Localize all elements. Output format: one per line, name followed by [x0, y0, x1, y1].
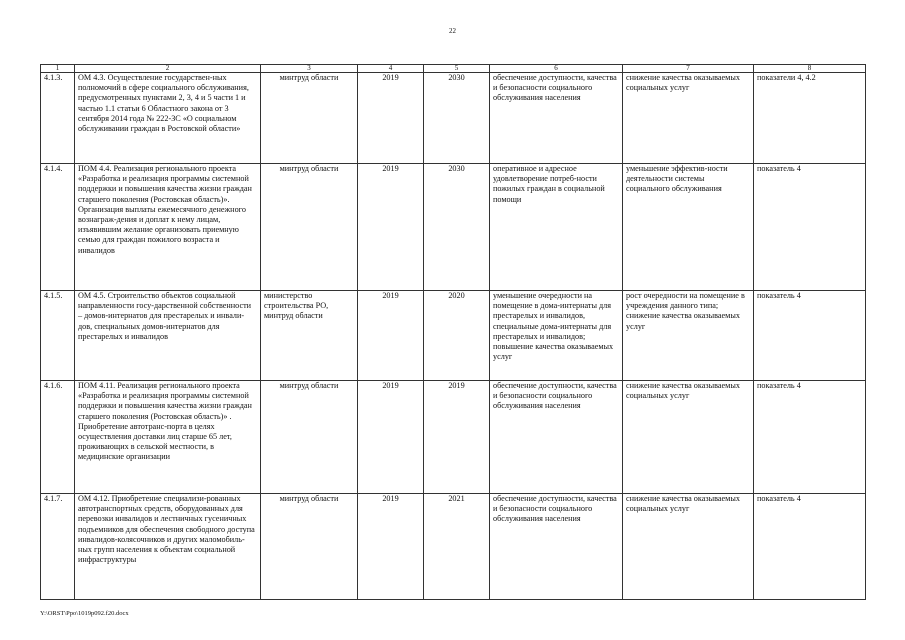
executor: минтруд области	[261, 73, 358, 164]
measure-name: ПОМ 4.4. Реализация регионального проекта «Разработка и реализация программы системной поддержки и повышения качества жизни граждан старшего поколения (Ростовская область)». Организация выплаты ежемесячного денежного вознаграж-дения и доплат к нему лицам, изъявившим желание организовать приемную семью для граждан пожилого возраста и инвалидов	[75, 164, 261, 291]
table-row	[41, 494, 866, 600]
start-year: 2019	[358, 494, 424, 600]
column-number: 7	[623, 65, 754, 73]
row-number: 4.1.4.	[41, 164, 75, 291]
table-row	[41, 381, 866, 494]
table-row	[41, 291, 866, 381]
end-year: 2019	[424, 381, 490, 494]
start-year: 2019	[358, 164, 424, 291]
column-number: 2	[75, 65, 261, 73]
expected-result: обеспечение доступности, качества и безопасности социального обслуживания населения	[490, 381, 623, 494]
indicator-link: показатель 4	[754, 164, 866, 291]
file-path-footer: Y:\ORST\Ppo\1019p092.f20.docx	[40, 610, 129, 617]
end-year: 2021	[424, 494, 490, 600]
row-number: 4.1.5.	[41, 291, 75, 381]
row-number: 4.1.6.	[41, 381, 75, 494]
table-row	[41, 73, 866, 164]
end-year: 2020	[424, 291, 490, 381]
expected-result: оперативное и адресное удовлетворение потреб-ности пожилых граждан в социальной помощи	[490, 164, 623, 291]
executor: минтруд области	[261, 494, 358, 600]
non-implementation-consequence: снижение качества оказываемых социальных услуг	[623, 494, 754, 600]
expected-result: уменьшение очередности на помещение в дома-интернаты для престарелых и инвалидов, специальные дома-интернаты для престарелых и инвалидов; повышение качества оказываемых услуг	[490, 291, 623, 381]
executor: минтруд области	[261, 164, 358, 291]
indicator-link: показатель 4	[754, 291, 866, 381]
end-year: 2030	[424, 73, 490, 164]
start-year: 2019	[358, 73, 424, 164]
indicator-link: показатель 4	[754, 381, 866, 494]
column-number: 6	[490, 65, 623, 73]
column-number: 8	[754, 65, 866, 73]
end-year: 2030	[424, 164, 490, 291]
expected-result: обеспечение доступности, качества и безопасности социального обслуживания населения	[490, 494, 623, 600]
non-implementation-consequence: снижение качества оказываемых социальных услуг	[623, 73, 754, 164]
column-number: 4	[358, 65, 424, 73]
non-implementation-consequence: рост очередности на помещение в учреждения данного типа; снижение качества оказываемых услуг	[623, 291, 754, 381]
executor: минтруд области	[261, 381, 358, 494]
expected-result: обеспечение доступности, качества и безопасности социального обслуживания населения	[490, 73, 623, 164]
page-number: 22	[449, 27, 456, 35]
measure-name: ОМ 4.3. Осуществление государствен-ных полномочий в сфере социального обслуживания, предусмотренных пунктами 2, 3, 4 и 5 части 1 и частью 1.1 статьи 6 Областного закона от 3 сентября 2014 года № 222-ЗС «О социальном обслуживании граждан в Ростовской области»	[75, 73, 261, 164]
column-number: 1	[41, 65, 75, 73]
column-number: 3	[261, 65, 358, 73]
executor: министерство строительства РО, минтруд области	[261, 291, 358, 381]
start-year: 2019	[358, 291, 424, 381]
measure-name: ОМ 4.5. Строительство объектов социальной направленности госу-дарственной собственности – домов-интернатов для престарелых и инвали-дов, специальных домов-интернатов для престарелых и инвалидов	[75, 291, 261, 381]
non-implementation-consequence: снижение качества оказываемых социальных услуг	[623, 381, 754, 494]
start-year: 2019	[358, 381, 424, 494]
measure-name: ПОМ 4.11. Реализация регионального проекта «Разработка и реализация программы системной поддержки и повышения качества жизни граждан старшего поколения (Ростовская область)» . Приобретение автотранс-порта в целях осуществления доставки лиц старше 65 лет, проживающих в сельской местности, в медицинские организации	[75, 381, 261, 494]
indicator-link: показатели 4, 4.2	[754, 73, 866, 164]
table-row	[41, 164, 866, 291]
row-number: 4.1.3.	[41, 73, 75, 164]
column-number: 5	[424, 65, 490, 73]
column-number-row	[41, 65, 866, 73]
row-number: 4.1.7.	[41, 494, 75, 600]
indicator-link: показатель 4	[754, 494, 866, 600]
non-implementation-consequence: уменьшение эффектив-ности деятельности системы социального обслуживания	[623, 164, 754, 291]
measures-table	[40, 64, 866, 600]
measure-name: ОМ 4.12. Приобретение специализи-рованных автотранспортных средств, оборудованных для перевозки инвалидов и лестничных гусеничных подъемников для обеспечения свободного доступа инвалидов-колясочников и других маломобиль-ных групп населения к объектам социальной инфраструктуры	[75, 494, 261, 600]
